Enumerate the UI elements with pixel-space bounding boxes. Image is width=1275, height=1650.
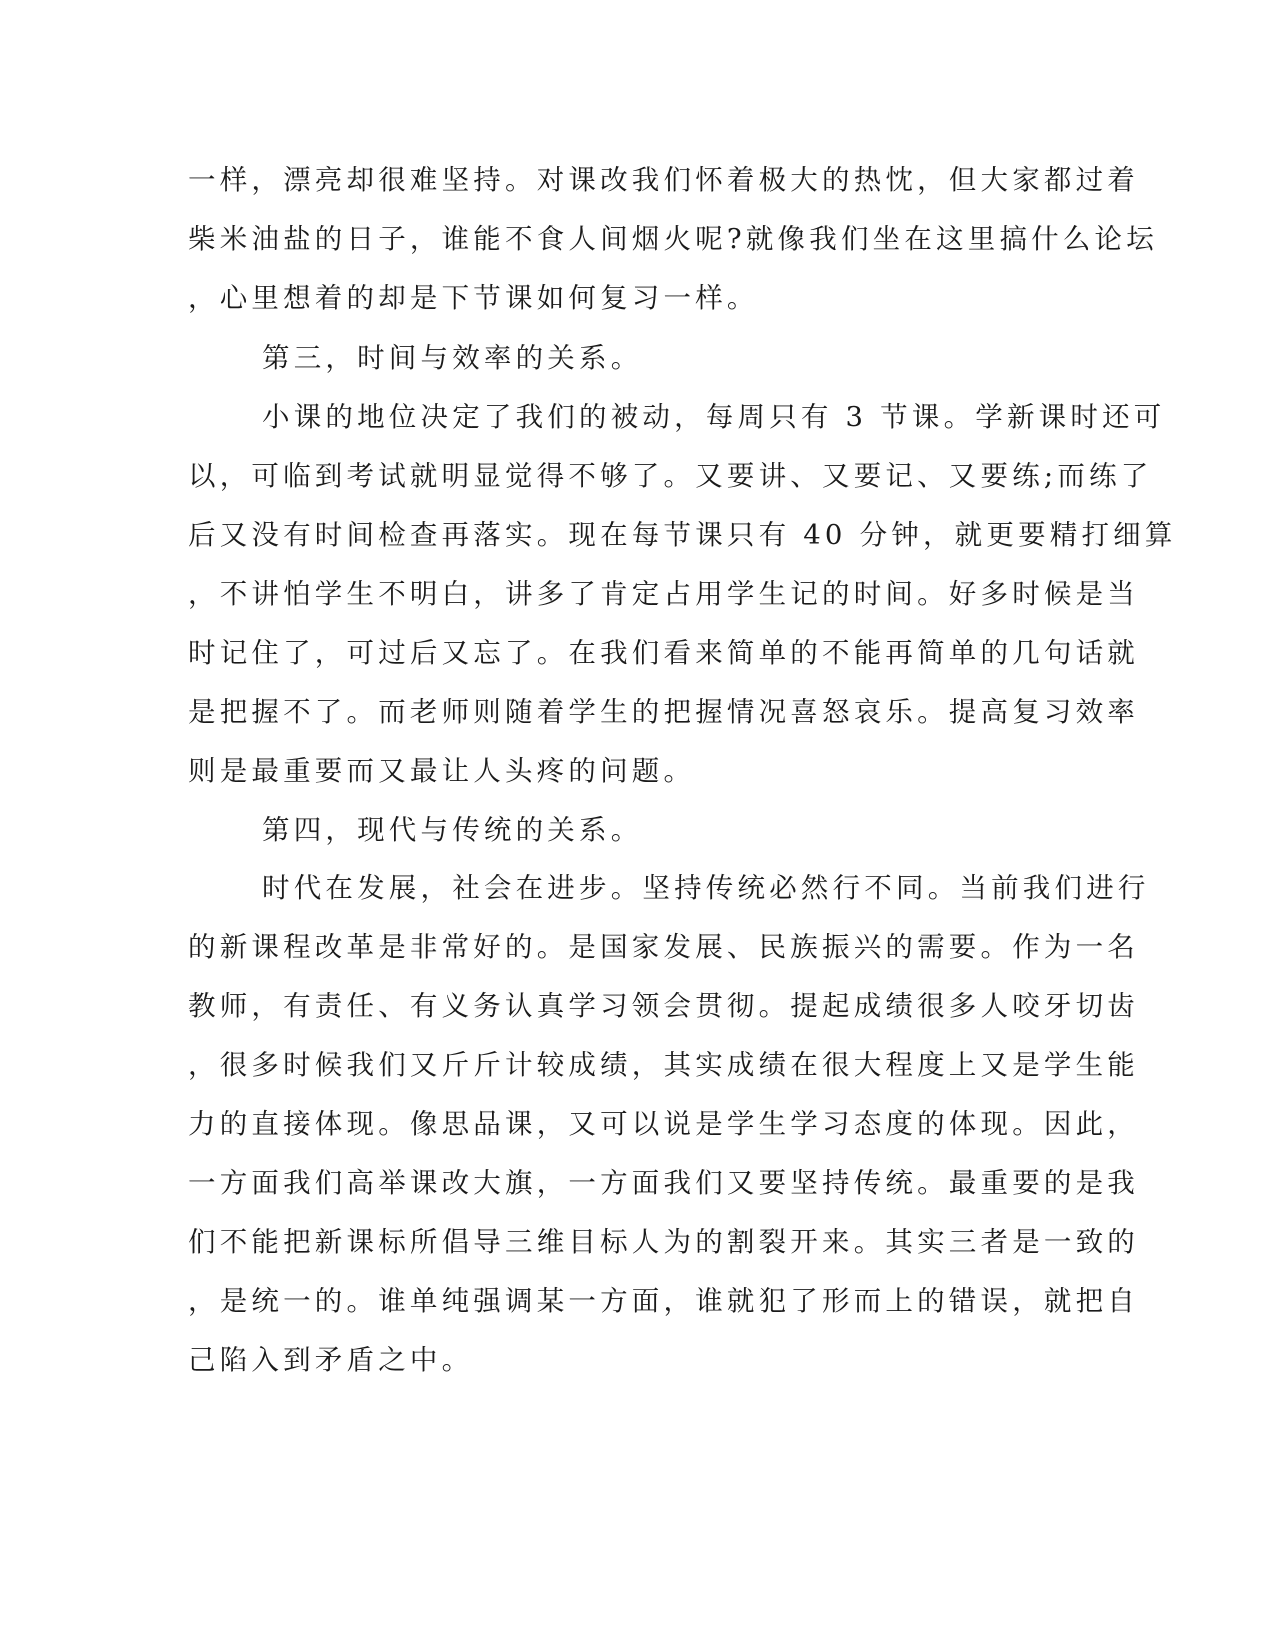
text-line: 们不能把新课标所倡导三维目标人为的割裂开来。其实三者是一致的 — [188, 1226, 1139, 1258]
text-line: 的新课程改革是非常好的。是国家发展、民族振兴的需要。作为一名 — [188, 931, 1139, 963]
text-line: 时代在发展，社会在进步。坚持传统必然行不同。当前我们进行 — [262, 872, 1150, 904]
text-line: 时记住了，可过后又忘了。在我们看来简单的不能再简单的几句话就 — [188, 637, 1139, 669]
text-line: 小课的地位决定了我们的被动，每周只有 3 节课。学新课时还可 — [262, 401, 1166, 433]
text-line: 后又没有时间检查再落实。现在每节课只有 40 分钟，就更要精打细算 — [188, 519, 1177, 551]
text-line: ，是统一的。谁单纯强调某一方面，谁就犯了形而上的错误，就把自 — [188, 1285, 1139, 1317]
text-line: 是把握不了。而老师则随着学生的把握情况喜怒哀乐。提高复习效率 — [188, 696, 1139, 728]
text-line: 教师，有责任、有义务认真学习领会贯彻。提起成绩很多人咬牙切齿 — [188, 990, 1139, 1022]
text-line: 一样，漂亮却很难坚持。对课改我们怀着极大的热忱，但大家都过着 — [188, 164, 1139, 196]
text-line: 则是最重要而又最让人头疼的问题。 — [188, 755, 696, 787]
text-line: ，很多时候我们又斤斤计较成绩，其实成绩在很大程度上又是学生能 — [188, 1049, 1139, 1081]
text-line: ，不讲怕学生不明白，讲多了肯定占用学生记的时间。好多时候是当 — [188, 578, 1139, 610]
text-line: ，心里想着的却是下节课如何复习一样。 — [188, 282, 759, 314]
text-line: 一方面我们高举课改大旗，一方面我们又要坚持传统。最重要的是我 — [188, 1167, 1139, 1199]
section-heading: 第四，现代与传统的关系。 — [262, 814, 643, 846]
section-heading: 第三，时间与效率的关系。 — [262, 342, 643, 374]
text-line: 力的直接体现。像思品课，又可以说是学生学习态度的体现。因此， — [188, 1108, 1139, 1140]
text-line: 己陷入到矛盾之中。 — [188, 1344, 474, 1376]
text-line: 以，可临到考试就明显觉得不够了。又要讲、又要记、又要练;而练了 — [188, 460, 1153, 492]
text-line: 柴米油盐的日子，谁能不食人间烟火呢?就像我们坐在这里搞什么论坛 — [188, 223, 1158, 255]
